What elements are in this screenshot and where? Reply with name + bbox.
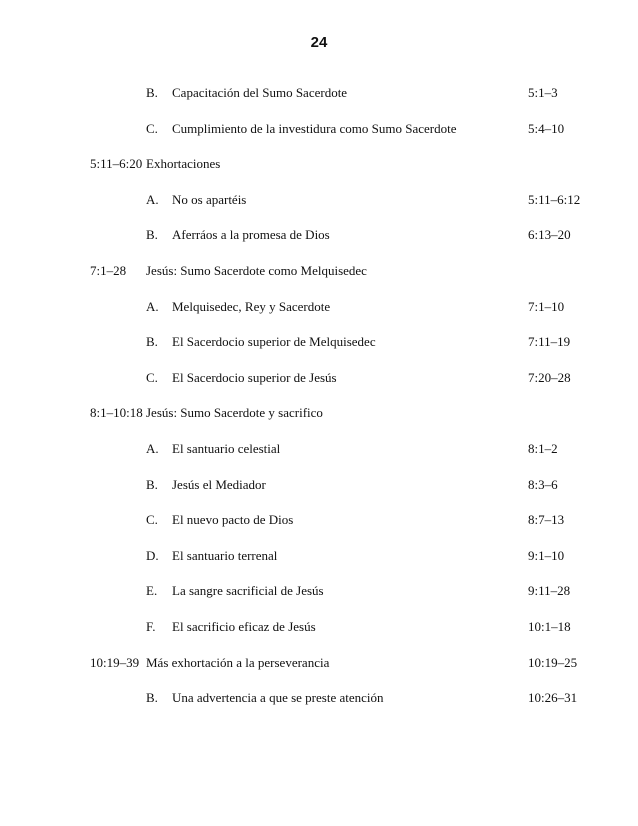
section-title: Más exhortación a la perseverancia [146,654,330,670]
outline-item-row [0,119,638,139]
item-letter: C. [146,369,158,385]
item-letter: C. [146,120,158,136]
page-number: 24 [310,34,328,51]
outline-item-row [0,475,638,495]
item-title: El Sacerdocio superior de Jesús [172,369,337,385]
outline-item-row [0,297,638,317]
item-letter: F. [146,619,156,634]
outline-item-row [0,190,638,210]
item-letter: E. [146,583,158,599]
scripture-reference: 8:1–2 [528,441,558,456]
outline-section-row [0,261,638,281]
outline-section-row [0,403,638,423]
item-letter: B. [146,476,158,492]
outline-item-row [0,688,638,708]
item-title: El Sacerdocio superior de Melquisedec [172,334,376,350]
item-letter: B. [146,227,158,243]
scripture-reference: 7:11–19 [528,334,571,350]
scripture-reference: 7:20–28 [528,369,571,385]
item-letter: B. [146,85,158,100]
scripture-reference: 5:11–6:12 [528,191,581,207]
item-title: Melquisedec, Rey y Sacerdote [172,298,331,314]
outline-section-row [0,653,638,673]
item-letter: B. [146,334,158,350]
item-title: Aferráos a la promesa de Dios [172,227,330,243]
outline-item-row [0,617,638,637]
item-letter: B. [146,690,158,706]
section-range: 8:1–10:18 [90,405,143,421]
outline-item-row [0,581,638,601]
outline-item-row [0,510,638,530]
section-range: 5:11–6:20 [90,156,143,172]
scripture-reference: 10:1–18 [528,619,571,634]
section-range: 10:19–39 [90,654,140,670]
item-title: Capacitación del Sumo Sacerdote [172,85,348,100]
outline-item-row [0,439,638,459]
item-letter: A. [146,298,159,314]
scripture-reference: 5:4–10 [528,120,565,136]
scripture-reference: 10:19–25 [528,654,578,670]
scripture-reference: 10:26–31 [528,690,578,706]
item-title: No os apartéis [172,191,247,207]
item-title: El nuevo pacto de Dios [172,512,294,528]
section-range: 7:1–28 [90,263,127,278]
outline-item-row [0,332,638,352]
scripture-reference: 8:3–6 [528,476,558,492]
item-letter: C. [146,512,158,528]
item-letter: A. [146,191,159,207]
scripture-reference: 9:11–28 [528,583,571,599]
scripture-reference: 7:1–10 [528,298,565,314]
section-title: Jesús: Sumo Sacerdote y sacrifico [146,405,323,421]
item-title: Jesús el Mediador [172,476,266,492]
section-title: Jesús: Sumo Sacerdote como Melquisedec [146,263,367,278]
item-title: Una advertencia a que se preste atención [172,690,384,706]
scripture-reference: 9:1–10 [528,547,565,563]
outline-item-row [0,83,638,103]
item-title: El santuario terrenal [172,547,278,563]
item-title: Cumplimiento de la investidura como Sumo Sacerdote [172,120,457,136]
section-title: Exhortaciones [146,156,221,172]
scripture-reference: 8:7–13 [528,512,565,528]
item-title: La sangre sacrificial de Jesús [172,583,324,599]
outline-item-row [0,546,638,566]
item-letter: A. [146,441,159,456]
item-title: El sacrificio eficaz de Jesús [172,619,316,634]
item-title: El santuario celestial [172,441,281,456]
scripture-reference: 5:1–3 [528,85,558,100]
scripture-reference: 6:13–20 [528,227,571,243]
outline-item-row [0,368,638,388]
item-letter: D. [146,547,159,563]
outline-section-row [0,154,638,174]
outline-item-row [0,225,638,245]
